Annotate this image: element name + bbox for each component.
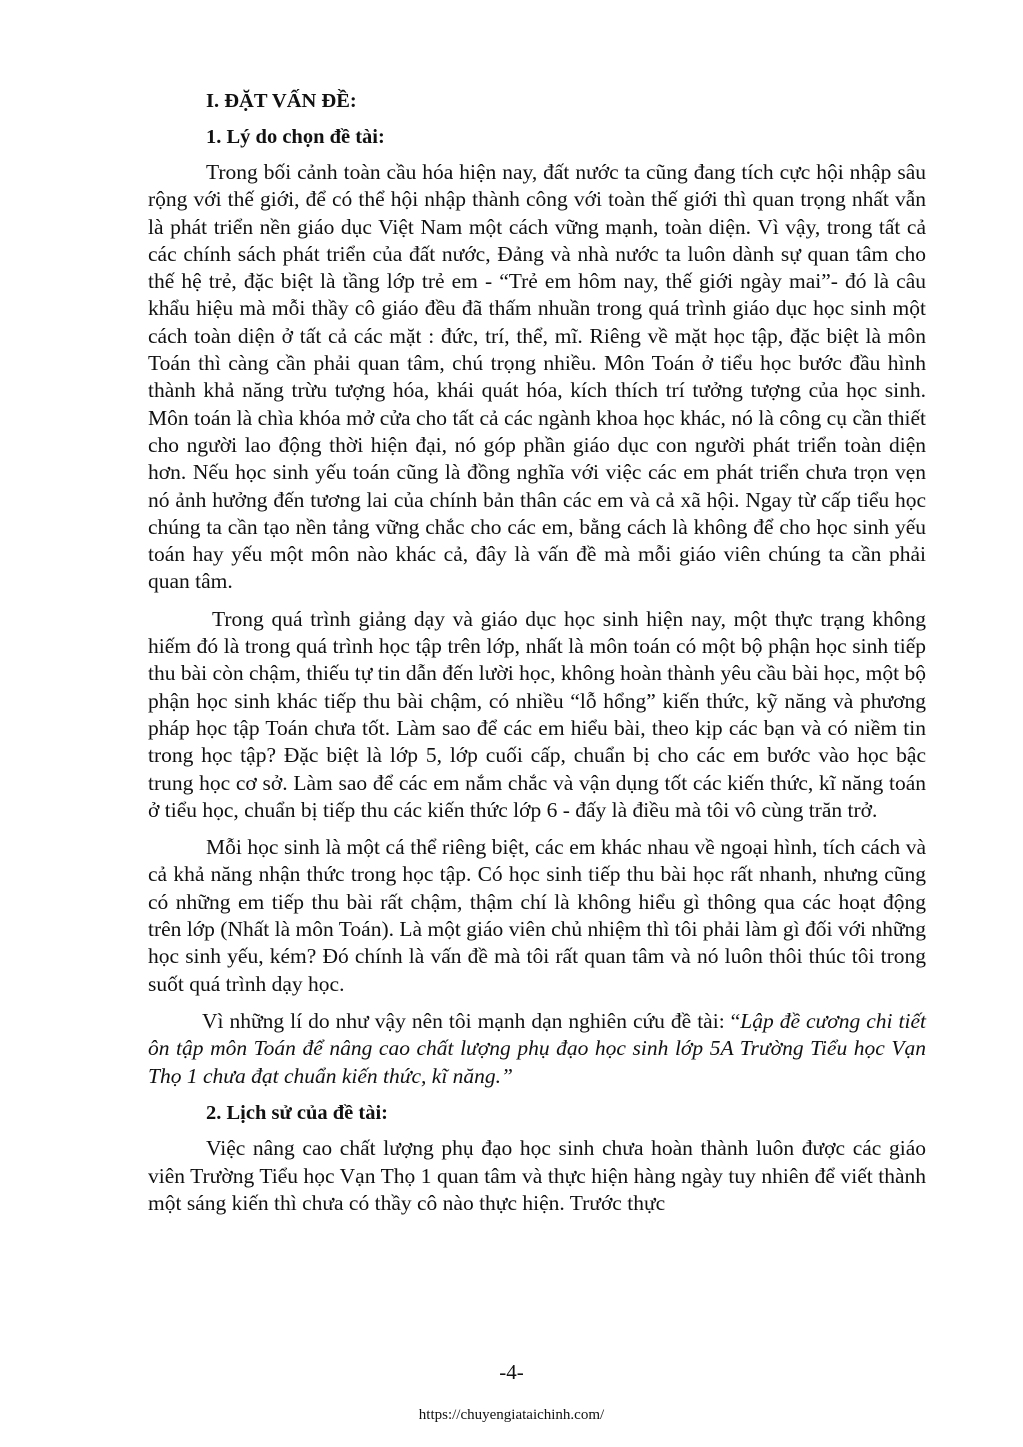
subsection-title-reason: 1. Lý do chọn đề tài: (206, 125, 385, 148)
section-title: I. ĐẶT VẤN ĐỀ: (206, 90, 357, 112)
paragraph-problem: Trong quá trình giảng dạy và giáo dục học sinh hiện nay, một thực trạng không hiếm đó là trong quá trình học tập trên lớp, nhất là môn toán có một bộ phận học sinh tiếp thu bài còn chậm, thiếu tự tin dẫn đến lười học, không hoàn thành yêu cầu bài học, một bộ phận học sinh khác tiếp thu bài chậm, có nhiều “lỗ hổng” kiến thức, kỹ năng và phương pháp học tập Toán chưa tốt. Làm sao để các em hiểu bài, theo kịp các bạn và có niềm tin trong học tập? Đặc biệt là lớp 5, lớp cuối cấp, chuẩn bị cho các em bước vào học bậc trung học cơ sở. Làm sao để các em nắm chắc và vận dụng tốt các kiến thức, kĩ năng toán ở tiểu học, chuẩn bị tiếp thu các kiến thức lớp 6 - đấy là điều mà tôi vô cùng trăn trở. (148, 606, 926, 822)
paragraph-context: Trong bối cảnh toàn cầu hóa hiện nay, đất nước ta cũng đang tích cực hội nhập sâu rộng với thế giới, để có thể hội nhập thành công với toàn thế giới thì quan trọng nhất vẫn là phát triển nền giáo dục Việt Nam một cách vững mạnh, toàn diện. Vì vậy, trong tất cả các chính sách phát triển của đất nước, Đảng và nhà nước ta luôn dành sự quan tâm cho thế hệ trẻ, đặc biệt là tầng lớp trẻ em - “Trẻ em hôm nay, thế giới ngày mai”- đó là câu khẩu hiệu mà mỗi thầy cô giáo đều đã thấm nhuần trong quá trình giáo dục học sinh một cách toàn diện ở tất cả các mặt : đức, trí, thể, mĩ. Riêng về mặt học tập, đặc biệt là môn Toán thì càng cần phải quan tâm, chú trọng nhiều. Môn Toán ở tiểu học bước đầu hình thành khả năng trừu tượng hóa, khái quát hóa, kích thích trí tưởng tượng của học sinh. Môn toán là chìa khóa mở cửa cho tất cả các ngành khoa học khác, nó là công cụ cần thiết cho người lao động thời hiện đại, nó góp phần giáo dục con người phát triển toàn diện hơn. Nếu học sinh yếu toán cũng là đồng nghĩa với việc các em phát triển chưa trọn vẹn nó ảnh hưởng đến tương lai của chính bản thân các em và cả xã hội. Ngay từ cấp tiểu học chúng ta cần tạo nền tảng vững chắc cho các em, bằng cách là không để cho học sinh yếu toán hay yếu một môn nào khác cả, đây là vấn đề mà mỗi giáo viên chúng ta cần phải quan tâm. (148, 160, 926, 594)
subsection-title-history: 2. Lịch sử của đề tài: (206, 1101, 388, 1124)
document-page (148, 88, 926, 1227)
paragraph-students: Mỗi học sinh là một cá thể riêng biệt, các em khác nhau về ngoại hình, tích cách và cả khả năng nhận thức trong học tập. Có học sinh tiếp thu bài học rất nhanh, nhưng cũng có những em tiếp thu bài rất chậm, thậm chí là không hiểu gì thông qua các hoạt động trên lớp (Nhất là môn Toán). Là một giáo viên chủ nhiệm thì tôi phải làm gì đối với những học sinh yếu, kém? Đó chính là vấn đề mà tôi rất quan tâm và nó luôn thôi thúc tôi trong suốt quá trình dạy học. (148, 835, 926, 996)
topic-lead-text: Vì những lí do như vậy nên tôi mạnh dạn nghiên cứu đề tài: “ (202, 1008, 741, 1033)
page-number: -4- (499, 1360, 524, 1384)
paragraph-topic (148, 1008, 926, 1090)
topic-title-italic: Lập đề cương chi tiết ôn tập môn Toán để nâng cao chất lượng phụ đạo học sinh lớp 5A Trường Tiểu học Vạn Thọ 1 chưa đạt chuẩn kiến thức, kĩ năng.” (148, 1008, 926, 1088)
source-url: https://chuyengiataichinh.com/ (418, 1407, 605, 1423)
paragraph-history: Việc nâng cao chất lượng phụ đạo học sinh chưa hoàn thành luôn được các giáo viên Trường Tiểu học Vạn Thọ 1 quan tâm và thực hiện hàng ngày tuy nhiên để viết thành một sáng kiến thì chưa có thầy cô nào thực hiện. Trước thực (148, 1136, 926, 1215)
